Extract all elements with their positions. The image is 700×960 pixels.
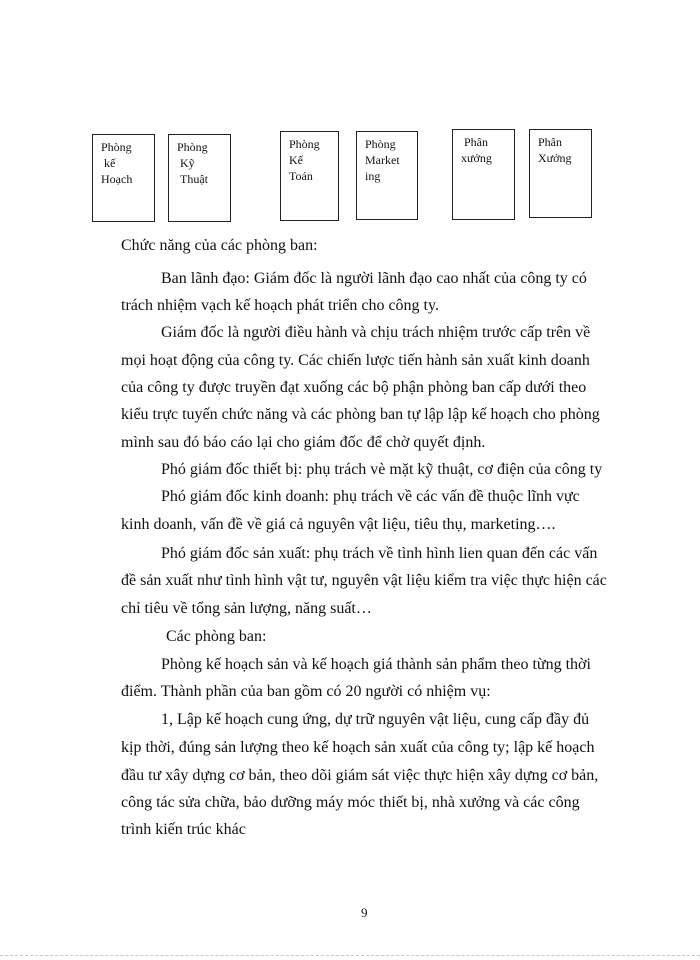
text-line: kiểu trực tuyến chức năng và các phòng ban tự lập lập kế hoạch cho phòng (121, 406, 600, 423)
text-line: 1, Lập kế hoạch cung ứng, dự trữ nguyên vật liệu, cung cấp đầy đủ (161, 711, 590, 728)
org-box-text: Toán (289, 169, 313, 183)
org-box-text: Phòng (101, 140, 132, 154)
section-heading: Chức năng của các phòng ban: (121, 237, 318, 254)
text-line: chỉ tiêu về tổng sản lượng, năng suất… (121, 600, 372, 617)
text-line: Ban lãnh đạo: Giám đốc là người lãnh đạo cao nhất của công ty có (161, 270, 587, 287)
text-line: Phó giám đốc kinh doanh: phụ trách về các vấn đề thuộc lĩnh vực (161, 488, 580, 505)
text-line: kinh doanh, vấn đề về giá cả nguyên vật liệu, tiêu thụ, marketing…. (121, 516, 556, 533)
text-line: trình kiến trúc khác (121, 821, 246, 838)
page-edge-divider (0, 955, 700, 956)
org-box-phan-xuong-2 (529, 129, 592, 218)
text-line: của công ty được truyền đạt xuống các bộ phận phòng ban cấp dưới theo (121, 379, 587, 396)
org-box-text: ing (365, 169, 381, 183)
text-line: mình sau đó báo cáo lại cho giám đốc để chờ quyết định. (121, 434, 486, 451)
org-box-text: Market (365, 153, 400, 167)
org-box-phan-xuong-1 (452, 129, 515, 220)
org-box-phong-ky-thuat (168, 134, 231, 222)
text-line: Phòng kế hoạch sản và kế hoạch giá thành sản phẩm theo từng thời (161, 656, 591, 673)
text-line: đầu tư xây dựng cơ bản, theo dõi giám sát việc thực hiện xây dựng cơ bản, (121, 767, 599, 784)
org-box-phong-ke-hoach (92, 134, 155, 222)
org-box-text: Phòng (365, 137, 396, 151)
org-box-text: Phân (464, 135, 488, 149)
org-box-text: Xưởng (538, 151, 572, 165)
text-line: điểm. Thành phần của ban gồm có 20 người có nhiệm vụ: (121, 683, 491, 700)
org-box-text: Thuật (180, 172, 208, 186)
org-box-text: kế (104, 156, 116, 170)
page-number: 9 (361, 905, 368, 920)
org-box-text: Kỹ (180, 156, 195, 170)
section-heading: Các phòng ban: (166, 628, 267, 645)
text-line: kịp thời, đúng sản lượng theo kế hoạch sản xuất của công ty; lập kế hoạch (121, 739, 595, 756)
org-box-text: Phòng (177, 140, 208, 154)
org-box-text: Hoạch (101, 172, 133, 186)
text-line: đề sản xuất như tình hình vật tư, nguyên vật liệu kiểm tra việc thực hiện các (121, 572, 607, 589)
org-box-text: Phân (538, 135, 562, 149)
org-box-text: Kế (289, 153, 303, 167)
text-line: trách nhiệm vạch kế hoạch phát triển cho công ty. (121, 297, 439, 314)
text-line: Giám đốc là người điều hành và chịu trách nhiệm trước cấp trên về (161, 324, 591, 341)
org-box-phong-marketing (356, 131, 418, 220)
org-box-text: xưởng (461, 151, 492, 165)
org-box-text: Phòng (289, 137, 320, 151)
org-box-phong-ke-toan (280, 131, 339, 221)
text-line: công tác sửa chữa, bảo dưỡng máy móc thiết bị, nhà xưởng và các công (121, 794, 580, 811)
text-line: Phó giám đốc sản xuất: phụ trách về tình hình lien quan đến các vấn (161, 545, 598, 562)
text-line: Phó giám đốc thiết bị: phụ trách vè mặt kỹ thuật, cơ điện của công ty (161, 461, 603, 478)
text-line: mọi hoạt động của công ty. Các chiến lược tiến hành sản xuất kinh doanh (121, 352, 590, 369)
